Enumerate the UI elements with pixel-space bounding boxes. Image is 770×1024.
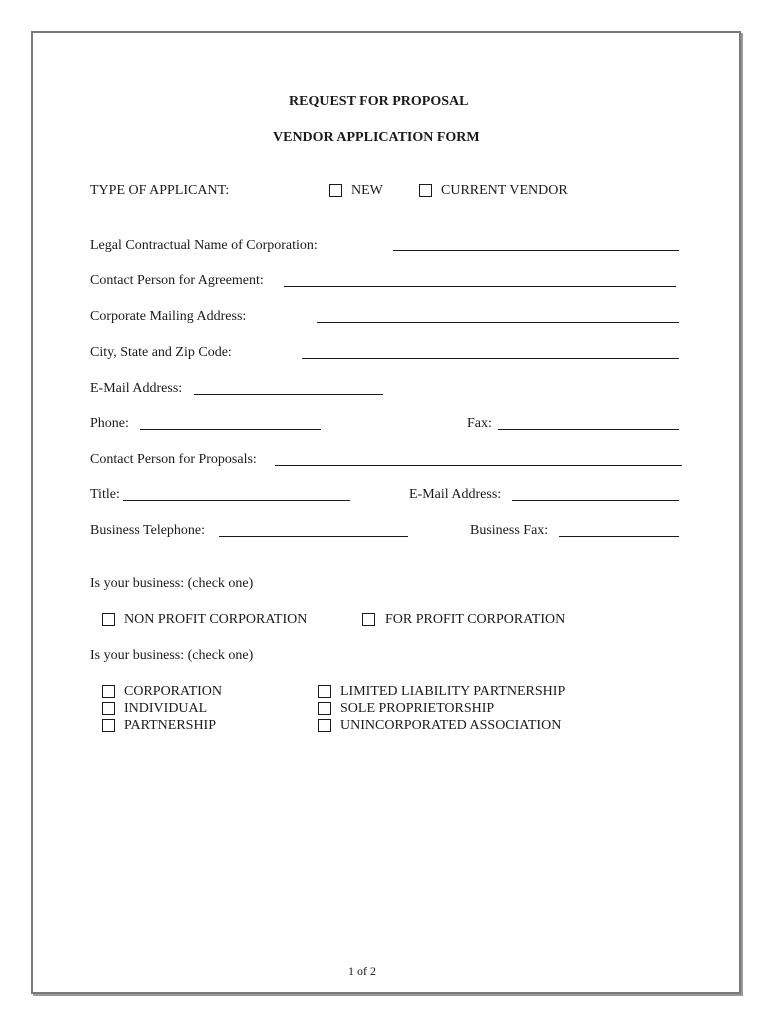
form-page xyxy=(31,31,741,994)
sole-proprietorship-label: SOLE PROPRIETORSHIP xyxy=(340,701,495,716)
phone-field[interactable] xyxy=(140,429,321,430)
phone-label: Phone: xyxy=(90,416,129,431)
mailing-address-label: Corporate Mailing Address: xyxy=(90,309,247,324)
contact-proposals-field[interactable] xyxy=(275,465,682,466)
legal-name-field[interactable] xyxy=(393,250,679,251)
non-profit-label: NON PROFIT CORPORATION xyxy=(124,612,308,627)
individual-label: INDIVIDUAL xyxy=(124,701,208,716)
form-title: REQUEST FOR PROPOSAL xyxy=(289,94,469,109)
city-state-zip-field[interactable] xyxy=(302,358,679,359)
new-label: NEW xyxy=(351,183,383,198)
business-telephone-field[interactable] xyxy=(219,536,408,537)
contact-agreement-field[interactable] xyxy=(284,286,676,287)
unincorporated-association-checkbox[interactable] xyxy=(318,719,331,732)
title-field[interactable] xyxy=(123,500,350,501)
corporation-checkbox[interactable] xyxy=(102,685,115,698)
current-vendor-label: CURRENT VENDOR xyxy=(441,183,568,198)
sole-proprietorship-checkbox[interactable] xyxy=(318,702,331,715)
city-state-zip-label: City, State and Zip Code: xyxy=(90,345,232,360)
email-field[interactable] xyxy=(194,394,383,395)
email-label: E-Mail Address: xyxy=(90,381,183,396)
for-profit-checkbox[interactable] xyxy=(362,613,375,626)
business-type-question: Is your business: (check one) xyxy=(90,648,254,663)
for-profit-label: FOR PROFIT CORPORATION xyxy=(385,612,566,627)
email2-field[interactable] xyxy=(512,500,679,501)
profit-question: Is your business: (check one) xyxy=(90,576,254,591)
non-profit-checkbox[interactable] xyxy=(102,613,115,626)
legal-name-label: Legal Contractual Name of Corporation: xyxy=(90,238,318,253)
llp-label: LIMITED LIABILITY PARTNERSHIP xyxy=(340,684,566,699)
new-checkbox[interactable] xyxy=(329,184,342,197)
partnership-label: PARTNERSHIP xyxy=(124,718,217,733)
fax-label: Fax: xyxy=(467,416,492,431)
corporation-label: CORPORATION xyxy=(124,684,223,699)
business-fax-field[interactable] xyxy=(559,536,679,537)
business-fax-label: Business Fax: xyxy=(470,523,549,538)
fax-field[interactable] xyxy=(498,429,679,430)
form-subtitle: VENDOR APPLICATION FORM xyxy=(273,130,480,145)
partnership-checkbox[interactable] xyxy=(102,719,115,732)
unincorporated-association-label: UNINCORPORATED ASSOCIATION xyxy=(340,718,562,733)
title-label: Title: xyxy=(90,487,120,502)
page-number: 1 of 2 xyxy=(348,964,376,978)
mailing-address-field[interactable] xyxy=(317,322,679,323)
email2-label: E-Mail Address: xyxy=(409,487,502,502)
business-telephone-label: Business Telephone: xyxy=(90,523,206,538)
current-vendor-checkbox[interactable] xyxy=(419,184,432,197)
contact-proposals-label: Contact Person for Proposals: xyxy=(90,452,257,467)
applicant-type-label: TYPE OF APPLICANT: xyxy=(90,183,230,198)
individual-checkbox[interactable] xyxy=(102,702,115,715)
contact-agreement-label: Contact Person for Agreement: xyxy=(90,273,264,288)
llp-checkbox[interactable] xyxy=(318,685,331,698)
